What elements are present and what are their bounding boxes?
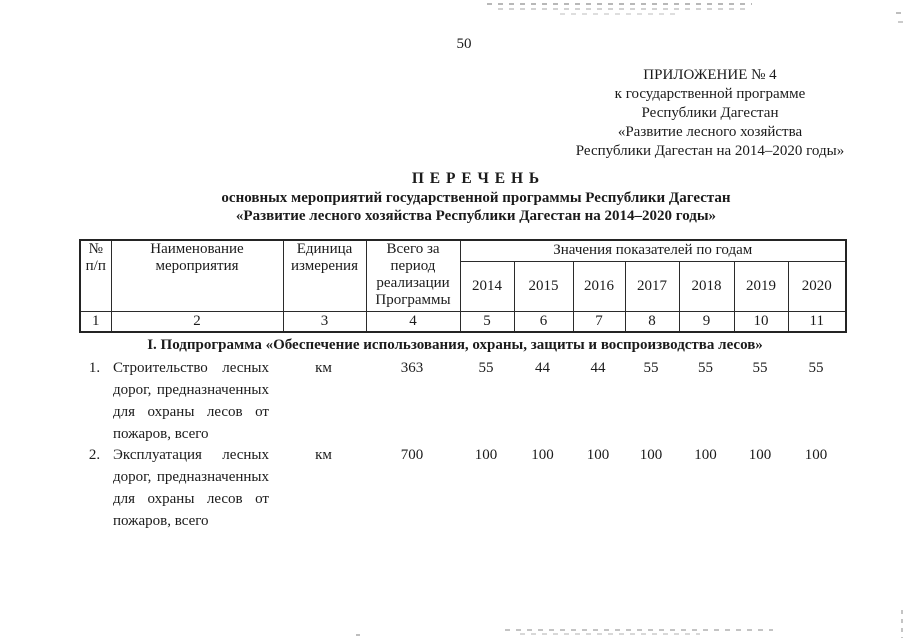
- scan-noise: [487, 3, 752, 5]
- appendix-block: [563, 66, 857, 161]
- title-line: основных мероприятий государственной программы Республики Дагестан: [221, 190, 731, 206]
- row-total: 700: [400, 447, 424, 463]
- scan-noise: [896, 12, 902, 14]
- row-measure-name: Эксплуатация лесных дорог, предназначенных для охраны лесов от пожаров, всего: [113, 447, 269, 529]
- scan-noise: [520, 633, 700, 635]
- row-value-2015: 100: [531, 447, 554, 463]
- col-number: 6: [514, 312, 573, 333]
- col-number: 2: [111, 312, 283, 333]
- row-value-2019: 55: [752, 360, 768, 376]
- row-number: 1.: [88, 360, 101, 376]
- scan-noise: [898, 21, 903, 23]
- col-header-total: Всего за период реализации Программы: [366, 240, 460, 312]
- appendix-line: «Развитие лесного хозяйства: [617, 124, 803, 140]
- col-header-year: 2014: [460, 262, 514, 312]
- scan-noise: [901, 610, 903, 638]
- col-number: 11: [788, 312, 846, 333]
- row-unit: км: [315, 360, 332, 376]
- page-number: 50: [456, 36, 472, 52]
- document-title: [80, 169, 872, 225]
- row-value-2017: 55: [643, 360, 659, 376]
- row-measure-name: Строительство лесных дорог, предназначенных для охраны лесов от пожаров, всего: [113, 360, 269, 442]
- scan-noise: [560, 13, 680, 15]
- scan-noise: [356, 634, 360, 636]
- col-header-year: 2018: [679, 262, 734, 312]
- col-header-year: 2015: [514, 262, 573, 312]
- row-value-2015: 44: [535, 360, 550, 376]
- col-number: 3: [283, 312, 366, 333]
- col-number: 10: [734, 312, 788, 333]
- col-header-num: № п/п: [80, 240, 111, 312]
- row-number: 2.: [88, 447, 101, 463]
- row-value-2018: 100: [694, 447, 717, 463]
- col-number: 7: [573, 312, 625, 333]
- appendix-line: Республики Дагестан на 2014–2020 годы»: [575, 143, 845, 159]
- row-value-2016: 44: [590, 360, 606, 376]
- section-heading: I. Подпрограмма «Обеспечение использования, охраны, защиты и воспроизводства лесов»: [147, 337, 763, 353]
- title-word: П Е Р Е Ч Е Н Ь: [411, 170, 541, 187]
- appendix-line: ПРИЛОЖЕНИЕ № 4: [643, 67, 777, 83]
- col-header-unit: Единица измерения: [283, 240, 366, 312]
- col-number: 1: [80, 312, 111, 333]
- col-number: 4: [366, 312, 460, 333]
- col-header-year: 2020: [788, 262, 846, 312]
- row-value-2017: 100: [639, 447, 663, 463]
- col-number: 8: [625, 312, 679, 333]
- row-value-2016: 100: [586, 447, 610, 463]
- col-header-year: 2019: [734, 262, 788, 312]
- appendix-line: к государственной программе: [614, 86, 806, 102]
- col-number: 5: [460, 312, 514, 333]
- scan-noise: [505, 629, 773, 631]
- row-value-2014: 100: [474, 447, 498, 463]
- scan-noise: [498, 8, 748, 10]
- col-header-year: 2016: [573, 262, 625, 312]
- row-value-2020: 55: [808, 360, 824, 376]
- row-value-2018: 55: [698, 360, 713, 376]
- measures-table: [79, 239, 847, 333]
- col-header-year: 2017: [625, 262, 679, 312]
- col-header-years-group: Значения показателей по годам: [460, 240, 846, 262]
- col-header-name: Наименование мероприятия: [111, 240, 283, 312]
- row-total: 363: [400, 360, 424, 376]
- col-number: 9: [679, 312, 734, 333]
- row-value-2019: 100: [748, 447, 772, 463]
- appendix-line: Республики Дагестан: [641, 105, 779, 121]
- row-value-2020: 100: [804, 447, 828, 463]
- title-line: «Развитие лесного хозяйства Республики Дагестан на 2014–2020 годы»: [235, 208, 717, 224]
- row-value-2014: 55: [478, 360, 494, 376]
- row-unit: км: [315, 447, 332, 463]
